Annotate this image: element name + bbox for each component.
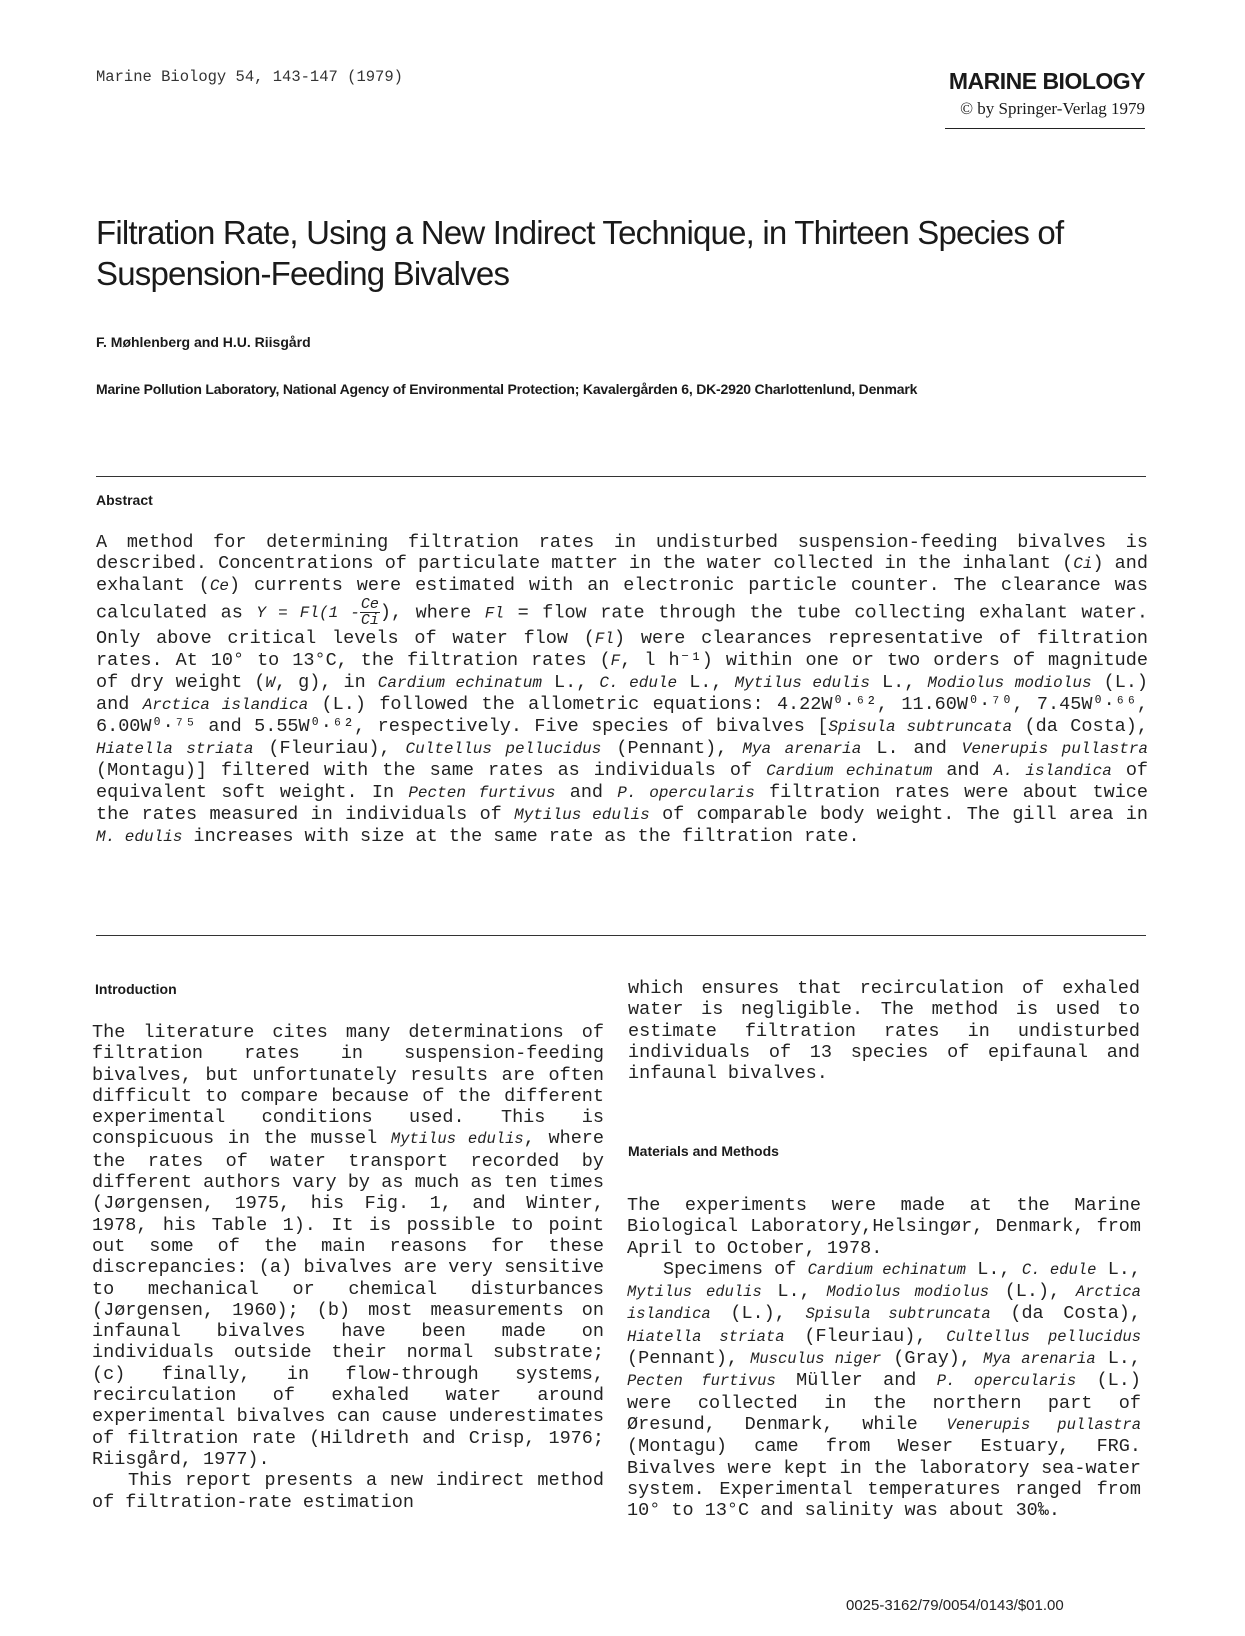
species-name: Venerupis pullastra: [961, 740, 1149, 758]
species-name: C. edule: [599, 674, 678, 692]
paragraph-text: L.,: [1095, 1348, 1141, 1370]
species-name: M. edulis: [96, 828, 183, 846]
abstract-text-segment: = flow rate through the tube collecting exhalant water. Only above critical levels of water flow (: [96, 602, 1149, 649]
formula-left: Y = Fl(1 -: [256, 604, 360, 623]
paragraph-text: Müller and: [775, 1370, 937, 1392]
abstract-text-segment: increases with size at the same rate as the filtration rate.: [182, 826, 860, 847]
paragraph-text: (da Costa),: [990, 1303, 1141, 1325]
species-name: Mytilus edulis: [390, 1130, 524, 1149]
paragraph-text: , where the rates of water transport recorded by different authors vary by as much as ten times (Jørgensen, 1975, his Fig. 1, and Winter, 1978, his Table 1). It is possible to point out some of the main reasons for these discrepancies: (a) bivalves are very sensitive to mechanical or chemical disturbances (Jørgensen, 1960); (b) most measurements on infaunal bivalves have been made on individuals outside their normal substrate; (c) finally, in flow-through systems, recirculation of exhaled water around experimental bivalves can cause underestimates of filtration rate (Hildreth and Crisp, 1976; Riisgård, 1977).: [92, 1128, 604, 1470]
species-name: Venerupis pullastra: [946, 1415, 1141, 1434]
abstract-text-segment: of comparable body weight. The gill area in: [649, 804, 1148, 825]
symbol-ce: Ce: [209, 577, 230, 595]
left-column: [92, 1022, 604, 1513]
clearance-formula: [256, 596, 403, 629]
species-name: Mytilus edulis: [627, 1283, 762, 1302]
paragraph-text: L.,: [1096, 1258, 1141, 1280]
species-name: Cultellus pellucidus: [405, 740, 602, 758]
paragraph-text: (Pennant),: [627, 1348, 751, 1370]
methods-paragraph-2: [627, 1259, 1141, 1522]
introduction-paragraph-1: [92, 1022, 604, 1470]
journal-name: MARINE BIOLOGY: [948, 68, 1145, 94]
fraction-denominator: Ci: [360, 612, 379, 629]
abstract-text-segment: and: [555, 782, 618, 803]
species-name: C. edule: [1021, 1260, 1097, 1279]
abstract-text-segment: ) were clearances representative of filtration rates. At 10° to 13°C, the filtration rates (: [96, 628, 1148, 671]
right-column-top: [628, 978, 1140, 1084]
abstract-top-rule: [96, 476, 1146, 477]
right-column-methods: [627, 1195, 1141, 1521]
paragraph-text: (L.),: [710, 1303, 806, 1325]
publication-code: 0025-3162/79/0054/0143/$01.00: [846, 1597, 1064, 1614]
abstract-text-segment: (Pennant),: [601, 738, 743, 759]
paragraph-text: (L.),: [989, 1281, 1076, 1303]
paragraph-text: (Fleuriau),: [784, 1325, 947, 1347]
abstract-text-segment: filtration rates were about twice the rates measured in individuals of: [96, 782, 1149, 825]
author-affiliation: Marine Pollution Laboratory, National Agency of Environmental Protection; Kavalergården 6, DK-2920 Charlottenlund, Denmark: [96, 381, 918, 397]
formula-right: ),: [379, 602, 403, 624]
species-name: Spisula subtruncata: [805, 1305, 991, 1324]
article-title: Filtration Rate, Using a New Indirect Technique, in Thirteen Species of Suspension-Feeding Bivalves: [96, 214, 1064, 292]
methods-heading: Materials and Methods: [628, 1143, 779, 1159]
abstract-text-segment: L.,: [677, 672, 735, 693]
abstract-bottom-rule: [96, 935, 1146, 936]
symbol-fl: Fl: [594, 630, 615, 648]
species-name: Modiolus modiolus: [927, 674, 1092, 692]
species-name: Mya arenaria: [742, 740, 862, 758]
abstract-text-segment: L.,: [869, 672, 928, 693]
symbol-fl: Fl: [484, 604, 504, 623]
abstract-text-segment: (da Costa),: [1012, 716, 1148, 737]
species-name: A. islandica: [993, 762, 1112, 780]
abstract-text-segment: (Montagu)] filtered with the same rates as individuals of: [96, 760, 767, 781]
paragraph-text: (Gray),: [881, 1348, 984, 1370]
species-name: Mytilus edulis: [734, 674, 870, 692]
paragraph-text: L.,: [761, 1281, 827, 1303]
abstract-text-segment: (L.) and: [96, 672, 1149, 715]
abstract-text-segment: and: [932, 760, 994, 781]
abstract-text-segment: (L.) followed the allometric equations: 4.22W⁰·⁶², 11.60W⁰·⁷⁰, 7.45W⁰·⁶⁶, 6.00W⁰·⁷⁵ and 5.55W⁰·⁶², respectively. Five species of bivalves [: [96, 694, 1148, 737]
species-name: P. opercularis: [617, 784, 755, 802]
species-name: Modiolus modiolus: [826, 1283, 990, 1302]
article-authors: F. Møhlenberg and H.U. Riisgård: [96, 334, 311, 350]
introduction-paragraph-2-continued: which ensures that recirculation of exhaled water is negligible. The method is used to estimate filtration rates in undisturbed individuals of 13 species of epifaunal and infaunal bivalves.: [628, 978, 1140, 1085]
formula-fraction: [360, 597, 380, 628]
species-name: Hiatella striata: [96, 740, 254, 758]
symbol-ci: Ci: [1073, 555, 1093, 573]
paragraph-text: (L.) were collected in the northern part of Øresund, Denmark, while: [627, 1370, 1141, 1435]
journal-masthead: [945, 68, 1145, 119]
species-name: Musculus niger: [750, 1350, 882, 1369]
abstract-text-segment: ) and exhalant (: [96, 553, 1148, 596]
species-name: Cultellus pellucidus: [946, 1327, 1141, 1346]
abstract-text-segment: A method for determining filtration rates in undisturbed suspension-feeding bivalves is described. Concentrations of particulate matter in the water collected in the inhalant (: [96, 532, 1148, 574]
paragraph-text: (Montagu) came from Weser Estuary, FRG. Bivalves were kept in the laboratory sea-water system. Experimental temperatures ranged from 10° to 13°C and salinity was about 30‰.: [627, 1436, 1141, 1522]
abstract-text-segment: , g), in: [275, 672, 378, 693]
species-name: Cardium echinatum: [377, 674, 542, 692]
paragraph-text: L.,: [965, 1258, 1022, 1280]
species-name: Pecten furtivus: [627, 1372, 776, 1391]
journal-citation: Marine Biology 54, 143-147 (1979): [96, 68, 403, 86]
abstract-body: [96, 532, 1148, 848]
abstract-text-segment: of equivalent soft weight. In: [96, 760, 1149, 803]
species-name: Hiatella striata: [627, 1327, 785, 1346]
abstract-heading: Abstract: [96, 492, 153, 508]
introduction-paragraph-2: This report presents a new indirect method of filtration-rate estimation: [92, 1470, 604, 1513]
symbol-w: W: [265, 674, 275, 692]
abstract-text-segment: ) currents were estimated with an electronic particle counter. The clearance was calculated as: [96, 575, 1148, 624]
species-name: Spisula subtruncata: [828, 718, 1013, 736]
fraction-numerator: Ce: [360, 596, 379, 613]
species-name: Cardium echinatum: [807, 1260, 966, 1279]
species-name: Pecten furtivus: [408, 784, 556, 802]
species-name: Arctica islandica: [627, 1283, 1141, 1324]
species-name: Arctica islandica: [142, 696, 309, 714]
species-name: P. opercularis: [936, 1372, 1077, 1391]
species-name: Cardium echinatum: [766, 762, 933, 780]
abstract-text-segment: (Fleuriau),: [253, 738, 406, 759]
paragraph-text: The literature cites many determinations of filtration rates in suspension-feeding bivalves, but unfortunately results are often difficult to compare because of the different experimental conditions used. This is conspicuous in the mussel: [92, 1022, 604, 1150]
symbol-f: F: [610, 652, 621, 670]
paragraph-text: Specimens of: [663, 1258, 808, 1280]
abstract-text-segment: L. and: [861, 738, 962, 759]
masthead-rule: [945, 128, 1145, 129]
abstract-text-segment: L.,: [541, 672, 600, 693]
abstract-text-segment: , l h⁻¹) within one or two orders of magnitude of dry weight (: [96, 650, 1148, 693]
copyright-notice: © by Springer-Verlag 1979: [960, 99, 1145, 118]
methods-paragraph-1: The experiments were made at the Marine Biological Laboratory,Helsingør, Denmark, from April to October, 1978.: [627, 1195, 1141, 1259]
abstract-text-segment: where: [402, 602, 485, 624]
introduction-heading: Introduction: [95, 981, 177, 997]
species-name: Mytilus edulis: [514, 806, 650, 824]
species-name: Mya arenaria: [983, 1350, 1096, 1369]
